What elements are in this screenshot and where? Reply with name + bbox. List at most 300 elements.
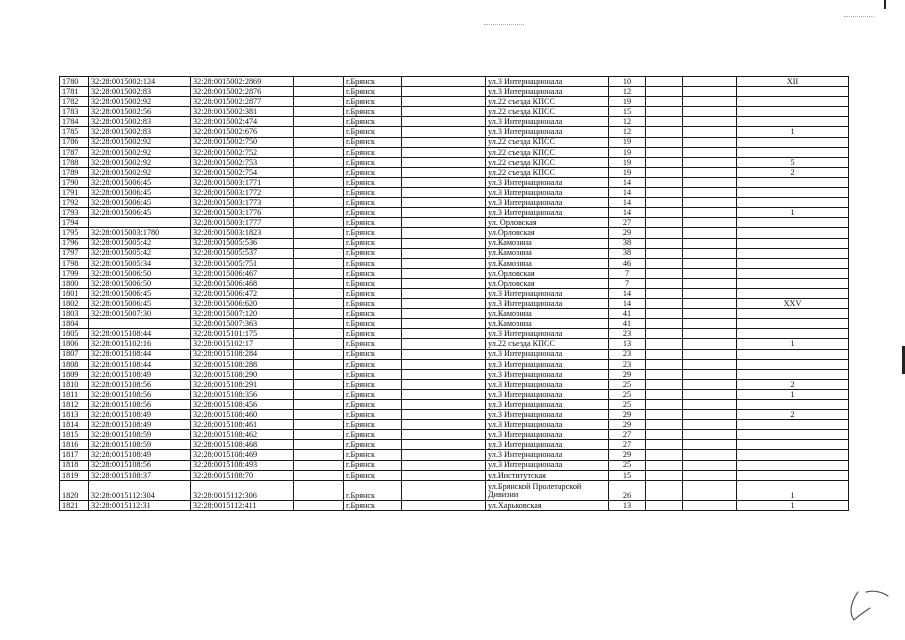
city-cell: г.Брянск — [344, 299, 402, 309]
table-row — [60, 299, 849, 309]
house-number-cell: 14 — [609, 188, 646, 198]
cadastral-number-cell: 32:28:0015101:175 — [191, 329, 294, 339]
blank-cell — [402, 157, 486, 167]
blank-cell — [402, 299, 486, 309]
cadastral-number-cell: 32:28:0015005:537 — [191, 248, 294, 258]
blank-cell — [683, 410, 737, 420]
house-number-cell: 12 — [609, 127, 646, 137]
row-number-cell: 1815 — [60, 430, 89, 440]
blank-cell — [402, 228, 486, 238]
cadastral-number-cell: 32:28:0015006:45 — [89, 299, 191, 309]
street-cell: ул.22 съезда КПСС — [486, 137, 609, 147]
apartment-cell — [737, 137, 849, 147]
cadastral-number-cell: 32:28:0015006:45 — [89, 198, 191, 208]
table-row — [60, 410, 849, 420]
blank-cell — [683, 147, 737, 157]
house-number-cell: 19 — [609, 137, 646, 147]
blank-cell — [683, 359, 737, 369]
row-number-cell: 1788 — [60, 157, 89, 167]
apartment-cell — [737, 258, 849, 268]
blank-cell — [683, 268, 737, 278]
blank-cell — [402, 127, 486, 137]
street-cell: ул.3 Интернационала — [486, 177, 609, 187]
street-cell: ул.3 Интернационала — [486, 460, 609, 470]
blank-cell — [294, 450, 344, 460]
table-row — [60, 127, 849, 137]
cadastral-number-cell: 32:28:0015003:1772 — [191, 188, 294, 198]
blank-cell — [646, 248, 683, 258]
cadastral-number-cell: 32:28:0015002:56 — [89, 107, 191, 117]
house-number-cell: 27 — [609, 218, 646, 228]
house-number-cell: 14 — [609, 177, 646, 187]
cadastral-number-cell: 32:28:0015005:34 — [89, 258, 191, 268]
apartment-cell: 1 — [737, 389, 849, 399]
city-cell: г.Брянск — [344, 480, 402, 500]
city-cell: г.Брянск — [344, 87, 402, 97]
blank-cell — [402, 147, 486, 157]
blank-cell — [402, 440, 486, 450]
blank-cell — [402, 420, 486, 430]
apartment-cell — [737, 400, 849, 410]
blank-cell — [683, 248, 737, 258]
table-row — [60, 167, 849, 177]
apartment-cell — [737, 430, 849, 440]
street-cell: ул.Камозина — [486, 248, 609, 258]
blank-cell — [683, 117, 737, 127]
blank-cell — [294, 420, 344, 430]
table-row — [60, 470, 849, 480]
blank-cell — [402, 349, 486, 359]
city-cell: г.Брянск — [344, 440, 402, 450]
row-number-cell: 1808 — [60, 359, 89, 369]
blank-cell — [646, 288, 683, 298]
cadastral-number-cell: 32:28:0015002:2877 — [191, 97, 294, 107]
table-row — [60, 349, 849, 359]
blank-cell — [294, 319, 344, 329]
scan-edge-mark-top-right — [884, 0, 886, 9]
street-cell: ул.3 Интернационала — [486, 208, 609, 218]
row-number-cell: 1818 — [60, 460, 89, 470]
blank-cell — [294, 288, 344, 298]
street-cell: ул.Орловская — [486, 278, 609, 288]
blank-cell — [294, 218, 344, 228]
cadastral-number-cell: 32:28:0015108:291 — [191, 379, 294, 389]
house-number-cell: 26 — [609, 480, 646, 500]
blank-cell — [683, 480, 737, 500]
table-row — [60, 218, 849, 228]
table-row — [60, 107, 849, 117]
table-row — [60, 208, 849, 218]
city-cell: г.Брянск — [344, 177, 402, 187]
blank-cell — [402, 339, 486, 349]
apartment-cell — [737, 198, 849, 208]
row-number-cell: 1790 — [60, 177, 89, 187]
cadastral-number-cell: 32:28:0015002:2869 — [191, 77, 294, 87]
table-row — [60, 329, 849, 339]
cadastral-number-cell: 32:28:0015108:44 — [89, 349, 191, 359]
blank-cell — [683, 157, 737, 167]
city-cell: г.Брянск — [344, 198, 402, 208]
blank-cell — [683, 107, 737, 117]
cadastral-number-cell: 32:28:0015108:493 — [191, 460, 294, 470]
city-cell: г.Брянск — [344, 188, 402, 198]
blank-cell — [683, 137, 737, 147]
street-cell: ул.22 съезда КПСС — [486, 339, 609, 349]
row-number-cell: 1804 — [60, 319, 89, 329]
row-number-cell: 1797 — [60, 248, 89, 258]
cadastral-number-cell: 32:28:0015002:124 — [89, 77, 191, 87]
blank-cell — [294, 248, 344, 258]
table-row — [60, 97, 849, 107]
city-cell: г.Брянск — [344, 107, 402, 117]
registry-table — [59, 76, 849, 511]
table-row — [60, 500, 849, 510]
blank-cell — [646, 400, 683, 410]
row-number-cell: 1817 — [60, 450, 89, 460]
city-cell: г.Брянск — [344, 359, 402, 369]
apartment-cell — [737, 288, 849, 298]
table-row — [60, 188, 849, 198]
blank-cell — [683, 349, 737, 359]
cadastral-number-cell: 32:28:0015108:37 — [89, 470, 191, 480]
street-cell: ул.22 съезда КПСС — [486, 157, 609, 167]
table-row — [60, 430, 849, 440]
apartment-cell — [737, 460, 849, 470]
table-row — [60, 389, 849, 399]
blank-cell — [294, 480, 344, 500]
blank-cell — [646, 349, 683, 359]
street-cell: ул.Институтская — [486, 470, 609, 480]
house-number-cell: 19 — [609, 167, 646, 177]
street-cell: ул.22 съезда КПСС — [486, 167, 609, 177]
blank-cell — [683, 208, 737, 218]
cadastral-number-cell: 32:28:0015108:460 — [191, 410, 294, 420]
city-cell: г.Брянск — [344, 470, 402, 480]
cadastral-number-cell: 32:28:0015006:467 — [191, 268, 294, 278]
row-number-cell: 1810 — [60, 379, 89, 389]
blank-cell — [402, 400, 486, 410]
row-number-cell: 1784 — [60, 117, 89, 127]
street-cell: ул.3 Интернационала — [486, 188, 609, 198]
street-cell: ул.22 съезда КПСС — [486, 147, 609, 157]
row-number-cell: 1781 — [60, 87, 89, 97]
blank-cell — [646, 309, 683, 319]
cadastral-number-cell: 32:28:0015108:49 — [89, 410, 191, 420]
blank-cell — [402, 389, 486, 399]
street-cell: ул.Орловская — [486, 228, 609, 238]
apartment-cell — [737, 228, 849, 238]
apartment-cell — [737, 117, 849, 127]
blank-cell — [646, 228, 683, 238]
row-number-cell: 1813 — [60, 410, 89, 420]
cadastral-number-cell: 32:28:0015108:44 — [89, 329, 191, 339]
table-row — [60, 460, 849, 470]
cadastral-number-cell — [89, 218, 191, 228]
house-number-cell: 23 — [609, 329, 646, 339]
apartment-cell: 1 — [737, 339, 849, 349]
blank-cell — [683, 470, 737, 480]
blank-cell — [402, 309, 486, 319]
row-number-cell: 1807 — [60, 349, 89, 359]
blank-cell — [294, 349, 344, 359]
apartment-cell — [737, 440, 849, 450]
apartment-cell — [737, 319, 849, 329]
blank-cell — [646, 359, 683, 369]
blank-cell — [646, 278, 683, 288]
blank-cell — [402, 500, 486, 510]
city-cell: г.Брянск — [344, 238, 402, 248]
apartment-cell: XXV — [737, 299, 849, 309]
blank-cell — [402, 117, 486, 127]
blank-cell — [294, 440, 344, 450]
table-row — [60, 309, 849, 319]
row-number-cell: 1799 — [60, 268, 89, 278]
city-cell: г.Брянск — [344, 389, 402, 399]
city-cell: г.Брянск — [344, 288, 402, 298]
blank-cell — [683, 188, 737, 198]
blank-cell — [646, 137, 683, 147]
house-number-cell: 19 — [609, 157, 646, 167]
house-number-cell: 15 — [609, 470, 646, 480]
city-cell: г.Брянск — [344, 147, 402, 157]
street-cell: ул.3 Интернационала — [486, 349, 609, 359]
table-row — [60, 278, 849, 288]
cadastral-number-cell: 32:28:0015108:288 — [191, 359, 294, 369]
house-number-cell: 23 — [609, 349, 646, 359]
street-cell: ул.3 Интернационала — [486, 87, 609, 97]
blank-cell — [646, 157, 683, 167]
city-cell: г.Брянск — [344, 167, 402, 177]
street-cell: ул.Харьковская — [486, 500, 609, 510]
city-cell: г.Брянск — [344, 400, 402, 410]
blank-cell — [646, 369, 683, 379]
cadastral-number-cell: 32:28:0015006:45 — [89, 208, 191, 218]
cadastral-number-cell: 32:28:0015108:468 — [191, 440, 294, 450]
blank-cell — [646, 470, 683, 480]
blank-cell — [646, 188, 683, 198]
blank-cell — [294, 188, 344, 198]
house-number-cell: 29 — [609, 450, 646, 460]
apartment-cell — [737, 329, 849, 339]
blank-cell — [294, 430, 344, 440]
blank-cell — [683, 309, 737, 319]
apartment-cell — [737, 369, 849, 379]
house-number-cell: 7 — [609, 268, 646, 278]
street-cell: ул.3 Интернационала — [486, 420, 609, 430]
blank-cell — [294, 77, 344, 87]
blank-cell — [294, 87, 344, 97]
table-row — [60, 339, 849, 349]
city-cell: г.Брянск — [344, 218, 402, 228]
blank-cell — [646, 117, 683, 127]
cadastral-number-cell: 32:28:0015005:42 — [89, 248, 191, 258]
cadastral-number-cell: 32:28:0015005:751 — [191, 258, 294, 268]
row-number-cell: 1801 — [60, 288, 89, 298]
apartment-cell: 2 — [737, 167, 849, 177]
blank-cell — [683, 299, 737, 309]
street-cell: ул. Орловская — [486, 218, 609, 228]
row-number-cell: 1796 — [60, 238, 89, 248]
apartment-cell: 1 — [737, 208, 849, 218]
house-number-cell: 25 — [609, 460, 646, 470]
blank-cell — [683, 319, 737, 329]
house-number-cell: 7 — [609, 278, 646, 288]
cadastral-number-cell: 32:28:0015002:92 — [89, 97, 191, 107]
city-cell: г.Брянск — [344, 460, 402, 470]
row-number-cell: 1794 — [60, 218, 89, 228]
city-cell: г.Брянск — [344, 157, 402, 167]
cadastral-number-cell: 32:28:0015006:45 — [89, 188, 191, 198]
blank-cell — [646, 177, 683, 187]
blank-cell — [683, 430, 737, 440]
cadastral-number-cell: 32:28:0015003:1773 — [191, 198, 294, 208]
street-cell: ул.3 Интернационала — [486, 440, 609, 450]
blank-cell — [294, 97, 344, 107]
blank-cell — [646, 127, 683, 137]
blank-cell — [402, 218, 486, 228]
cadastral-number-cell: 32:28:0015112:411 — [191, 500, 294, 510]
cadastral-number-cell: 32:28:0015102:16 — [89, 339, 191, 349]
blank-cell — [646, 410, 683, 420]
city-cell: г.Брянск — [344, 127, 402, 137]
blank-cell — [294, 309, 344, 319]
row-number-cell: 1803 — [60, 309, 89, 319]
blank-cell — [402, 258, 486, 268]
apartment-cell — [737, 470, 849, 480]
street-cell: ул.Камозина — [486, 309, 609, 319]
blank-cell — [294, 460, 344, 470]
row-number-cell: 1802 — [60, 299, 89, 309]
blank-cell — [294, 208, 344, 218]
street-cell: ул.3 Интернационала — [486, 359, 609, 369]
street-cell: ул.Брянской Пролетарской Дивизии — [486, 480, 609, 500]
street-cell: ул.Орловская — [486, 268, 609, 278]
city-cell: г.Брянск — [344, 430, 402, 440]
blank-cell — [646, 500, 683, 510]
row-number-cell: 1811 — [60, 389, 89, 399]
blank-cell — [646, 218, 683, 228]
blank-cell — [402, 248, 486, 258]
blank-cell — [683, 460, 737, 470]
house-number-cell: 38 — [609, 248, 646, 258]
street-cell: ул.Камозина — [486, 238, 609, 248]
cadastral-number-cell: 32:28:0015108:56 — [89, 460, 191, 470]
cadastral-number-cell: 32:28:0015003:1777 — [191, 218, 294, 228]
blank-cell — [683, 87, 737, 97]
house-number-cell: 29 — [609, 228, 646, 238]
street-cell: ул.Камозина — [486, 319, 609, 329]
row-number-cell: 1785 — [60, 127, 89, 137]
table-row — [60, 258, 849, 268]
city-cell: г.Брянск — [344, 97, 402, 107]
house-number-cell: 12 — [609, 87, 646, 97]
blank-cell — [294, 389, 344, 399]
cadastral-number-cell: 32:28:0015007:363 — [191, 319, 294, 329]
blank-cell — [294, 258, 344, 268]
cadastral-number-cell: 32:28:0015005:42 — [89, 238, 191, 248]
blank-cell — [294, 127, 344, 137]
house-number-cell: 46 — [609, 258, 646, 268]
cadastral-number-cell: 32:28:0015003:1823 — [191, 228, 294, 238]
table-row — [60, 147, 849, 157]
table-row — [60, 268, 849, 278]
blank-cell — [294, 500, 344, 510]
apartment-cell — [737, 309, 849, 319]
table-row — [60, 379, 849, 389]
street-cell: ул.3 Интернационала — [486, 127, 609, 137]
row-number-cell: 1806 — [60, 339, 89, 349]
cadastral-number-cell: 32:28:0015108:290 — [191, 369, 294, 379]
city-cell: г.Брянск — [344, 420, 402, 430]
house-number-cell: 23 — [609, 359, 646, 369]
cadastral-number-cell: 32:28:0015108:49 — [89, 420, 191, 430]
blank-cell — [683, 228, 737, 238]
table-row — [60, 420, 849, 430]
row-number-cell: 1791 — [60, 188, 89, 198]
cadastral-number-cell: 32:28:0015005:536 — [191, 238, 294, 248]
blank-cell — [294, 268, 344, 278]
cadastral-number-cell: 32:28:0015007:30 — [89, 309, 191, 319]
blank-cell — [683, 389, 737, 399]
row-number-cell: 1798 — [60, 258, 89, 268]
cadastral-number-cell: 32:28:0015002:83 — [89, 127, 191, 137]
blank-cell — [294, 410, 344, 420]
blank-cell — [402, 359, 486, 369]
row-number-cell: 1819 — [60, 470, 89, 480]
cadastral-number-cell: 32:28:0015002:83 — [89, 87, 191, 97]
blank-cell — [646, 87, 683, 97]
house-number-cell: 14 — [609, 288, 646, 298]
blank-cell — [683, 400, 737, 410]
apartment-cell: XII — [737, 77, 849, 87]
cadastral-number-cell: 32:28:0015108:59 — [89, 440, 191, 450]
cadastral-number-cell: 32:28:0015002:381 — [191, 107, 294, 117]
blank-cell — [683, 198, 737, 208]
blank-cell — [683, 97, 737, 107]
blank-cell — [402, 238, 486, 248]
cadastral-number-cell: 32:28:0015002:92 — [89, 157, 191, 167]
street-cell: ул.3 Интернационала — [486, 288, 609, 298]
table-row — [60, 238, 849, 248]
apartment-cell: 2 — [737, 410, 849, 420]
cadastral-number-cell: 32:28:0015108:44 — [89, 359, 191, 369]
blank-cell — [683, 278, 737, 288]
blank-cell — [402, 379, 486, 389]
blank-cell — [402, 430, 486, 440]
blank-cell — [402, 208, 486, 218]
house-number-cell: 19 — [609, 147, 646, 157]
street-cell: ул.22 съезда КПСС — [486, 97, 609, 107]
city-cell: г.Брянск — [344, 349, 402, 359]
apartment-cell — [737, 450, 849, 460]
blank-cell — [683, 379, 737, 389]
house-number-cell: 25 — [609, 389, 646, 399]
blank-cell — [646, 147, 683, 157]
cadastral-number-cell: 32:28:0015002:754 — [191, 167, 294, 177]
row-number-cell: 1787 — [60, 147, 89, 157]
table-row — [60, 77, 849, 87]
blank-cell — [646, 339, 683, 349]
city-cell: г.Брянск — [344, 248, 402, 258]
blank-cell — [646, 258, 683, 268]
blank-cell — [294, 359, 344, 369]
blank-cell — [402, 470, 486, 480]
house-number-cell: 14 — [609, 198, 646, 208]
street-cell: ул.3 Интернационала — [486, 430, 609, 440]
table-row — [60, 248, 849, 258]
blank-cell — [683, 329, 737, 339]
blank-cell — [402, 188, 486, 198]
